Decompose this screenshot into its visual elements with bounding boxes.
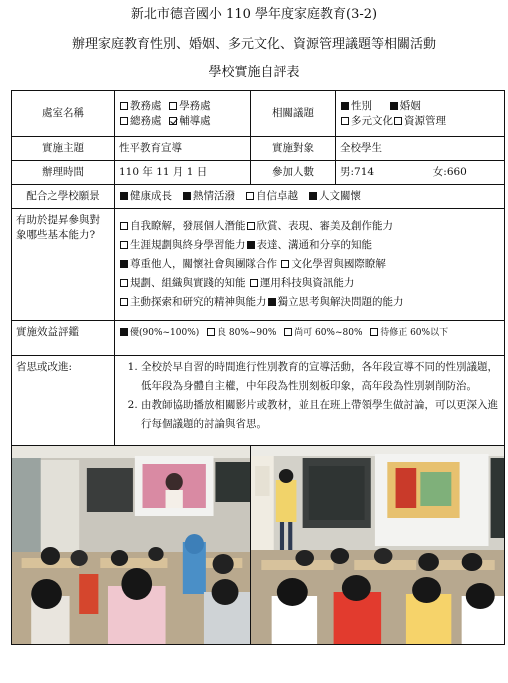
reflection-list xyxy=(119,358,498,434)
vision-options xyxy=(115,185,505,209)
option-label: 文化學習與國際瞭解 xyxy=(291,258,386,270)
option-label: 尊重他人，關懷社會與團隊合作 xyxy=(130,258,277,270)
option-label: 教務處 xyxy=(130,99,162,112)
option-label: 表達、溝通和分享的知能 xyxy=(256,239,372,251)
abilities-line-0 xyxy=(119,217,500,236)
row-evaluation xyxy=(12,321,505,356)
checkbox-icon[interactable] xyxy=(120,241,128,249)
photo-left-cell xyxy=(12,446,251,645)
vision-label: 配合之學校願景 xyxy=(12,185,115,209)
option-label: 性別 xyxy=(351,99,372,112)
evaluation-option-0[interactable] xyxy=(119,328,199,338)
option-label: 健康成長 xyxy=(130,190,172,202)
option-label: 良 80%~90% xyxy=(217,328,277,338)
checkbox-checked-icon[interactable] xyxy=(169,117,177,125)
checkbox-icon[interactable] xyxy=(370,328,378,336)
option-label: 多元文化 xyxy=(351,114,393,127)
checkbox-icon[interactable] xyxy=(250,279,258,287)
row-abilities xyxy=(12,209,505,321)
date-value: 110 年 11 月 1 日 xyxy=(115,161,251,185)
title-line-1: 新北市德音國小 110 學年度家庭教育(3-2) xyxy=(130,7,378,22)
checkbox-icon[interactable] xyxy=(284,328,292,336)
target-value: 全校學生 xyxy=(336,137,505,161)
checkbox-filled-icon[interactable] xyxy=(120,328,128,336)
checkbox-filled-icon[interactable] xyxy=(390,102,398,110)
option-label: 總務處 xyxy=(130,114,162,127)
abilities-options xyxy=(115,209,505,321)
classroom-photo-right xyxy=(251,446,504,644)
abilities-label: 有助於提昇參與對象哪些基本能力? xyxy=(12,209,115,321)
option-label: 欣賞、表現、審美及創作能力 xyxy=(256,220,393,232)
vision-option-2[interactable] xyxy=(245,190,298,202)
option-label: 主動探索和研究的精神與能力 xyxy=(130,296,267,308)
checkbox-icon[interactable] xyxy=(120,222,128,230)
option-label: 婚姻 xyxy=(399,99,421,112)
date-label: 辦理時間 xyxy=(12,161,115,185)
participants-male: 男:714 xyxy=(340,166,375,178)
office-options xyxy=(115,91,251,137)
checkbox-icon[interactable] xyxy=(394,117,402,125)
checkbox-icon[interactable] xyxy=(169,102,177,110)
title-line-3: 學校實施自評表 xyxy=(208,65,300,80)
checkbox-filled-icon[interactable] xyxy=(120,192,128,200)
reflection-content xyxy=(115,356,505,446)
topic-label: 相關議題 xyxy=(251,91,336,137)
photo-right-cell xyxy=(251,446,505,645)
option-label: 待修正 60%以下 xyxy=(380,328,449,338)
topic-option-1[interactable] xyxy=(389,100,421,112)
office-option-0[interactable] xyxy=(119,100,162,112)
row-theme xyxy=(12,137,505,161)
checkbox-icon[interactable] xyxy=(120,102,128,110)
option-label: 運用科技與資訊能力 xyxy=(259,277,355,289)
checkbox-icon[interactable] xyxy=(247,222,255,230)
option-label: 資源管理 xyxy=(404,114,446,127)
checkbox-icon[interactable] xyxy=(207,328,215,336)
checkbox-filled-icon[interactable] xyxy=(309,192,317,200)
evaluation-options xyxy=(115,321,505,356)
target-label: 實施對象 xyxy=(251,137,336,161)
option-label: 人文關懷 xyxy=(319,190,362,202)
row-office xyxy=(12,91,505,137)
title-line-2: 辦理家庭教育性別、婚姻、多元文化、資源管理議題等相關活動 xyxy=(71,37,436,52)
office-option-3[interactable] xyxy=(168,115,211,127)
option-label: 尚可 60%~80% xyxy=(294,328,363,338)
vision-option-0[interactable] xyxy=(119,190,172,202)
checkbox-filled-icon[interactable] xyxy=(183,192,191,200)
option-label: 生涯規劃與終身學習能力 xyxy=(130,239,246,251)
checkbox-filled-icon[interactable] xyxy=(268,298,276,306)
checkbox-filled-icon[interactable] xyxy=(120,260,128,268)
participants-female: 女:660 xyxy=(432,166,467,178)
row-reflection xyxy=(12,356,505,446)
abilities-line-3 xyxy=(119,274,500,293)
option-label: 熱情活潑 xyxy=(193,190,236,202)
theme-label: 實施主題 xyxy=(12,137,115,161)
reflection-label: 省思或改進: xyxy=(12,356,115,446)
topic-option-3[interactable] xyxy=(393,115,446,127)
participants-value xyxy=(336,161,505,185)
option-label: 學務處 xyxy=(179,99,211,112)
participants-label: 參加人數 xyxy=(251,161,336,185)
vision-option-1[interactable] xyxy=(182,190,235,202)
vision-option-3[interactable] xyxy=(308,190,361,202)
topic-option-0[interactable] xyxy=(340,100,372,112)
classroom-photo-left xyxy=(12,446,250,644)
option-label: 優(90%~100%) xyxy=(130,328,200,338)
checkbox-icon[interactable] xyxy=(246,192,254,200)
evaluation-option-1[interactable] xyxy=(206,328,276,338)
checkbox-filled-icon[interactable] xyxy=(341,102,349,110)
evaluation-form-table xyxy=(11,90,505,645)
evaluation-option-3[interactable] xyxy=(369,328,448,338)
office-option-1[interactable] xyxy=(168,100,211,112)
checkbox-icon[interactable] xyxy=(281,260,289,268)
office-option-2[interactable] xyxy=(119,115,162,127)
topic-option-2[interactable] xyxy=(340,115,393,127)
evaluation-option-2[interactable] xyxy=(283,328,362,338)
checkbox-icon[interactable] xyxy=(120,117,128,125)
row-date xyxy=(12,161,505,185)
abilities-line-1 xyxy=(119,236,500,255)
reflection-item-1: 1. 全校於早自習的時間進行性別教育的宣導活動，各年段宣導不同的性別議題，低年段為身體自主權，中年段為性別刻板印象，高年段為性別剝削防治。 xyxy=(141,358,498,396)
option-label: 自我瞭解，發展個人潛能 xyxy=(130,220,246,232)
abilities-line-2 xyxy=(119,255,500,274)
office-label: 處室名稱 xyxy=(12,91,115,137)
abilities-line-4 xyxy=(119,293,500,312)
checkbox-icon[interactable] xyxy=(120,298,128,306)
reflection-item-2: 2. 由教師協助播放相關影片或教材，並且在班上帶領學生做討論，可以更深入進行每個議題的討論與省思。 xyxy=(141,396,498,434)
evaluation-label: 實施效益評鑑 xyxy=(12,321,115,356)
theme-value: 性平教育宣導 xyxy=(115,137,251,161)
checkbox-icon[interactable] xyxy=(341,117,349,125)
option-label: 規劃、組織與實踐的知能 xyxy=(130,277,246,289)
checkbox-filled-icon[interactable] xyxy=(247,241,255,249)
row-vision xyxy=(12,185,505,209)
option-label: 自信卓越 xyxy=(256,190,299,202)
topic-options xyxy=(336,91,505,137)
row-photos xyxy=(12,446,505,645)
checkbox-icon[interactable] xyxy=(120,279,128,287)
option-label: 獨立思考與解決問題的能力 xyxy=(277,296,404,308)
option-label: 輔導處 xyxy=(179,114,211,127)
